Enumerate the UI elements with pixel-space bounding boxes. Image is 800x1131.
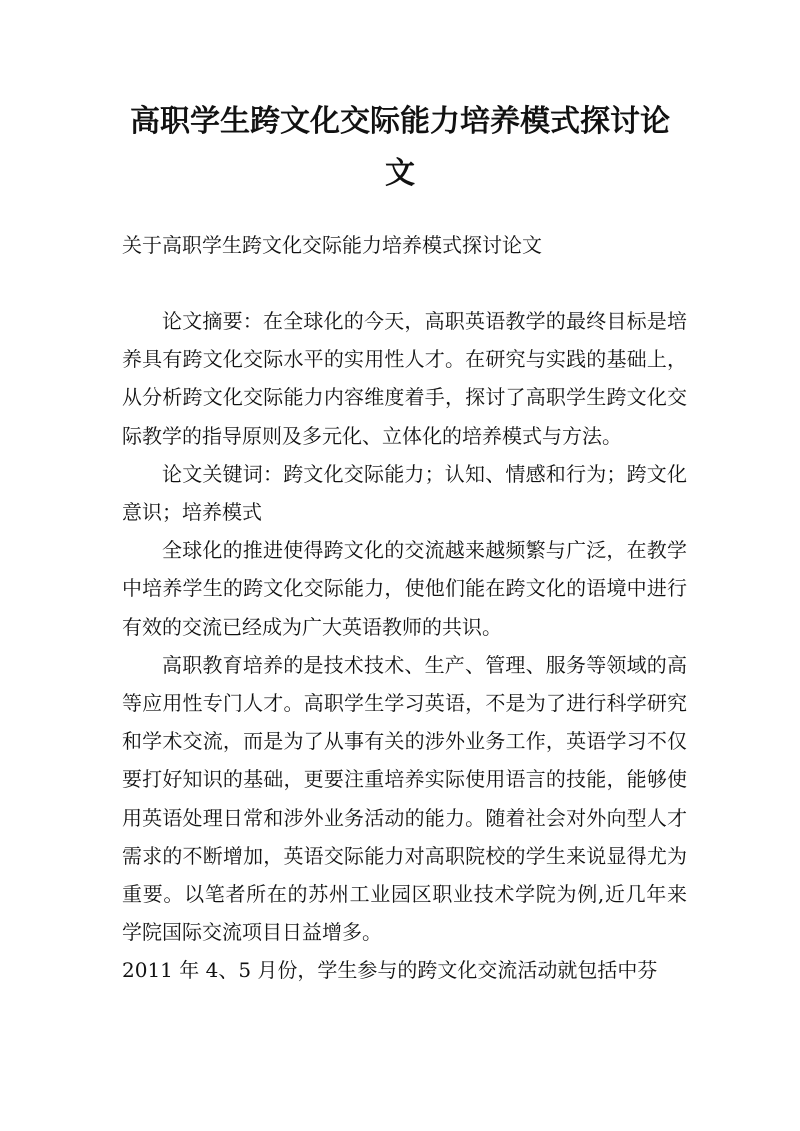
document-body	[122, 302, 687, 990]
body-paragraph: 2011 年 4、5 月份，学生参与的跨文化交流活动就包括中芬	[122, 958, 658, 983]
document-subtitle: 关于高职学生跨文化交际能力培养模式探讨论文	[122, 233, 542, 257]
abstract-paragraph: 论文摘要：在全球化的今天，高职英语教学的最终目标是培养具有跨文化交际水平的实用性人才。在研究与实践的基础上，从分析跨文化交际能力内容维度着手，探讨了高职学生跨文化交际教学的指导原则及多元化、立体化的培养模式与方法。	[122, 309, 687, 448]
body-paragraph: 高职教育培养的是技术技术、生产、管理、服务等领域的高等应用性专门人才。高职学生学习英语，不是为了进行科学研究和学术交流，而是为了从事有关的涉外业务工作，英语学习不仅要打好知识的基础，更要注重培养实际使用语言的技能，能够使用英语处理日常和涉外业务活动的能力。随着社会对外向型人才需求的不断增加，英语交际能力对高职院校的学生来说显得尤为重要。以笔者所在的苏州工业园区职业技术学院为例,近几年来学院国际交流项目日益增多。	[122, 652, 687, 945]
body-paragraph: 全球化的推进使得跨文化的交流越来越频繁与广泛，在教学中培养学生的跨文化交际能力，使他们能在跨文化的语境中进行有效的交流已经成为广大英语教师的共识。	[122, 538, 687, 639]
keywords-paragraph: 论文关键词：跨文化交际能力；认知、情感和行为；跨文化意识；培养模式	[122, 461, 687, 525]
document-title: 高职学生跨文化交际能力培养模式探讨论文	[130, 104, 670, 191]
